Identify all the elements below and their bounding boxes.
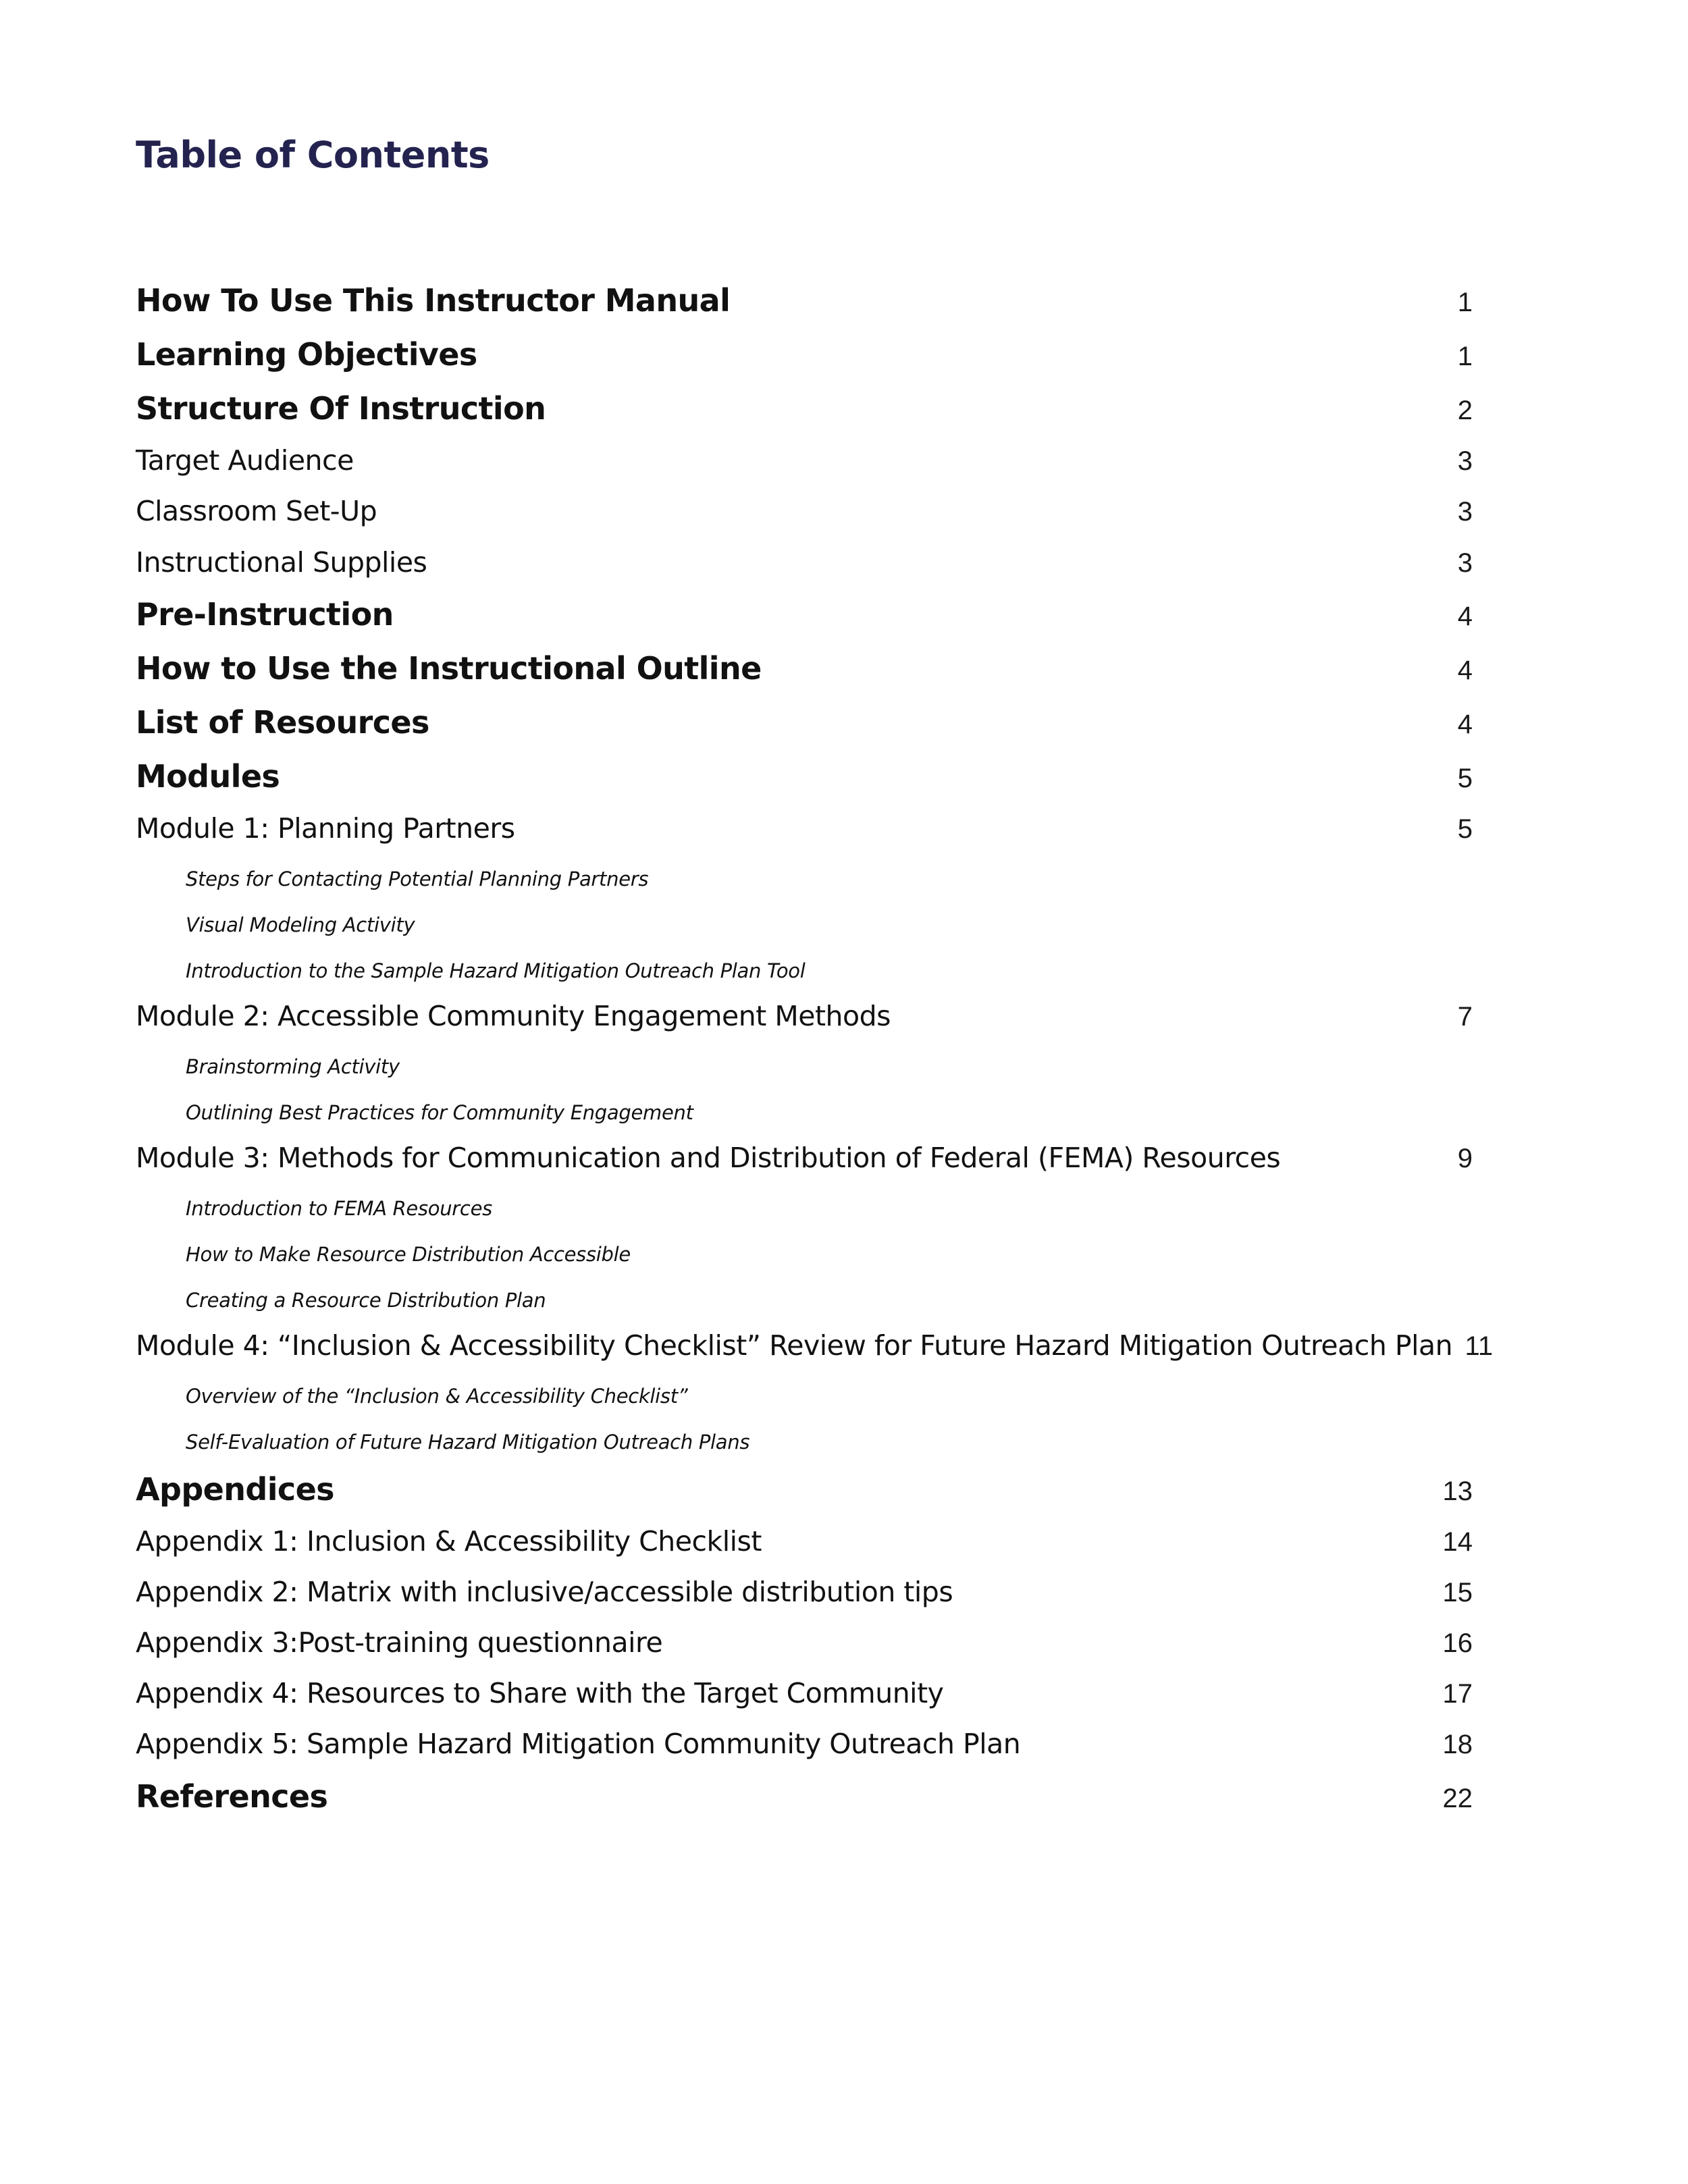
toc-entry-page-number: 7 bbox=[1457, 1002, 1473, 1032]
toc-entry-label: Appendix 3:Post-training questionnaire bbox=[136, 1626, 663, 1659]
toc-entry bbox=[136, 1778, 1473, 1815]
toc-entry-label: How to Make Resource Distribution Accessible bbox=[186, 1243, 631, 1266]
toc-entry bbox=[136, 1197, 1473, 1220]
toc-entry bbox=[136, 1385, 1473, 1408]
toc-entry-page-number: 15 bbox=[1442, 1578, 1473, 1607]
toc-entry-label: Overview of the “Inclusion & Accessibility Checklist” bbox=[186, 1385, 688, 1408]
toc-entry-page-number: 3 bbox=[1457, 548, 1473, 578]
toc-entry-label: Module 1: Planning Partners bbox=[136, 812, 515, 845]
toc-entry-label: Introduction to FEMA Resources bbox=[186, 1197, 492, 1220]
toc-entry-page-number: 16 bbox=[1442, 1628, 1473, 1658]
toc-entry bbox=[136, 1728, 1473, 1760]
toc-entry-page-number: 3 bbox=[1457, 446, 1473, 476]
toc-entry bbox=[136, 546, 1473, 579]
toc-entry bbox=[136, 1677, 1473, 1709]
toc-entry-label: Learning Objectives bbox=[136, 336, 477, 373]
toc-entry bbox=[136, 1101, 1473, 1124]
toc-entry-label: Visual Modeling Activity bbox=[186, 913, 415, 936]
toc-entry bbox=[136, 1576, 1473, 1608]
toc-entry-label: Brainstorming Activity bbox=[186, 1055, 400, 1078]
toc-entry-label: Creating a Resource Distribution Plan bbox=[186, 1289, 546, 1312]
toc-entry bbox=[136, 1626, 1473, 1659]
toc-entry bbox=[136, 1000, 1473, 1032]
toc-entry-label: Outlining Best Practices for Community Engagement bbox=[186, 1101, 693, 1124]
toc-entry-page-number: 4 bbox=[1457, 710, 1473, 739]
toc-entry bbox=[136, 1289, 1473, 1312]
toc-entry-page-number: 17 bbox=[1442, 1679, 1473, 1709]
toc-entry bbox=[136, 444, 1473, 477]
toc-entry bbox=[136, 913, 1473, 936]
toc-entry-page-number: 18 bbox=[1442, 1730, 1473, 1759]
toc-entry-page-number: 4 bbox=[1457, 602, 1473, 631]
toc-entry bbox=[136, 282, 1473, 319]
toc-entry-page-number: 2 bbox=[1457, 396, 1473, 425]
toc-entry-label: Target Audience bbox=[136, 444, 354, 477]
toc-entry-label: Steps for Contacting Potential Planning Partners bbox=[186, 868, 649, 890]
toc-entry bbox=[136, 812, 1473, 845]
toc-entry-label: Instructional Supplies bbox=[136, 546, 427, 579]
toc-entry-page-number: 4 bbox=[1457, 656, 1473, 685]
toc-entry-label: Classroom Set-Up bbox=[136, 495, 377, 527]
toc-entry bbox=[136, 1525, 1473, 1557]
toc-entry-label: Module 2: Accessible Community Engagement Methods bbox=[136, 1000, 891, 1032]
page-title: Table of Contents bbox=[136, 134, 490, 176]
toc-entry-label: Self-Evaluation of Future Hazard Mitigation Outreach Plans bbox=[186, 1431, 750, 1454]
toc-entry bbox=[136, 650, 1473, 687]
toc-entry-label: How to Use the Instructional Outline bbox=[136, 650, 762, 687]
toc-entry-label: Appendix 1: Inclusion & Accessibility Checklist bbox=[136, 1525, 762, 1557]
toc-entry-page-number: 3 bbox=[1457, 497, 1473, 527]
toc-entry-page-number: 9 bbox=[1457, 1144, 1473, 1173]
toc-entry-label: Appendix 2: Matrix with inclusive/accessible distribution tips bbox=[136, 1576, 953, 1608]
toc-entry bbox=[136, 596, 1473, 633]
toc-entry bbox=[136, 1471, 1473, 1508]
toc-entry-page-number: 14 bbox=[1442, 1527, 1473, 1557]
toc-entry-page-number: 13 bbox=[1442, 1476, 1473, 1506]
toc-entry-page-number: 1 bbox=[1457, 342, 1473, 371]
toc-entry bbox=[136, 495, 1473, 527]
toc-entry-page-number: 5 bbox=[1457, 764, 1473, 793]
toc-entry-label: Pre-Instruction bbox=[136, 596, 394, 633]
toc-entry-page-number: 1 bbox=[1457, 288, 1473, 317]
toc-entry bbox=[136, 1142, 1473, 1174]
toc-entry bbox=[136, 868, 1473, 890]
toc-entry-label: List of Resources bbox=[136, 704, 429, 741]
toc-entry bbox=[136, 959, 1473, 982]
toc-entry bbox=[136, 758, 1473, 795]
toc-entry-page-number: 5 bbox=[1457, 814, 1473, 844]
toc-entry bbox=[136, 1329, 1494, 1362]
toc-entry-label: Structure Of Instruction bbox=[136, 390, 546, 427]
toc-entry-label: Modules bbox=[136, 758, 280, 795]
toc-entry bbox=[136, 336, 1473, 373]
toc-entry bbox=[136, 1243, 1473, 1266]
toc-entry bbox=[136, 390, 1473, 427]
toc-entry-page-number: 11 bbox=[1465, 1331, 1494, 1361]
toc-entry-label: Module 3: Methods for Communication and Distribution of Federal (FEMA) Resources bbox=[136, 1142, 1281, 1174]
toc-entry-label: Introduction to the Sample Hazard Mitigation Outreach Plan Tool bbox=[186, 959, 806, 982]
toc-entry-label: Module 4: “Inclusion & Accessibility Checklist” Review for Future Hazard Mitigation Outreach Plan bbox=[136, 1329, 1453, 1362]
toc-entry bbox=[136, 1431, 1473, 1454]
toc-entry-label: References bbox=[136, 1778, 328, 1815]
toc-entry-label: Appendices bbox=[136, 1471, 334, 1508]
toc-entry bbox=[136, 704, 1473, 741]
toc-entry-label: Appendix 5: Sample Hazard Mitigation Community Outreach Plan bbox=[136, 1728, 1021, 1760]
toc-entry-page-number: 22 bbox=[1442, 1784, 1473, 1813]
toc-entry bbox=[136, 1055, 1473, 1078]
toc-entry-label: How To Use This Instructor Manual bbox=[136, 282, 731, 319]
toc-entry-label: Appendix 4: Resources to Share with the Target Community bbox=[136, 1677, 944, 1709]
